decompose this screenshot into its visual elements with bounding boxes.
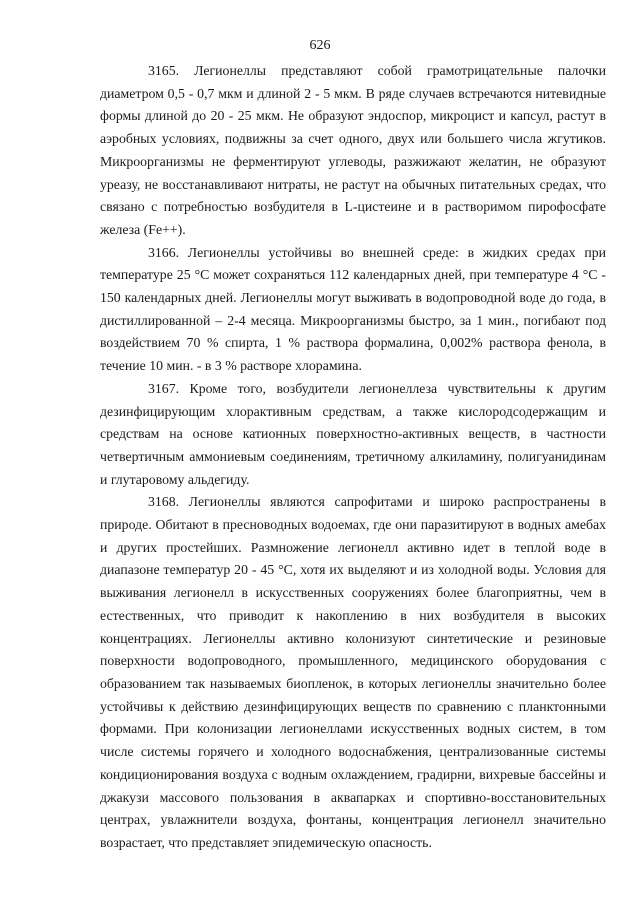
paragraph-3165: 3165. Легионеллы представляют собой грамотрицательные палочки диаметром 0,5 - 0,7 мкм и длиной 2 - 5 мкм. В ряде случаев встречаются нитевидные формы длиной до 20 - 25 мкм. Не образуют эндоспор, микроцист и капсул, растут в аэробных условиях, подвижны за счет одного, двух или большего числа жгутиков. Микроорганизмы не ферментируют углеводы, разжижают желатин, не образуют уреазу, не восстанавливают нитраты, не растут на обычных питательных средах, что связано с потребностью возбудителя в L-цистеине и в растворимом пирофосфате железа (Fe++). (100, 63, 606, 237)
body-text (100, 60, 606, 855)
paragraph-3167: 3167. Кроме того, возбудители легионеллеза чувствительны к другим дезинфицирующим хлорактивным средствам, а также кислородсодержащим и средствам на основе катионных поверхностно-активных веществ, в частности четвертичным аммониевым соединениям, третичному алкиламину, полигуанидинам и глутаровому альдегиду. (100, 380, 606, 487)
paragraph-3168: 3168. Легионеллы являются сапрофитами и широко распространены в природе. Обитают в пресноводных водоемах, где они паразитируют в водных амебах и других простейших. Размножение легионелл активно идет в теплой воде в диапазоне температур 20 - 45 °С, хотя их выделяют и из холодной воды. Условия для выживания легионелл в искусственных сооружениях более благоприятны, чем в естественных, что приводит к накоплению в них возбудителя в высоких концентрациях. Легионеллы активно колонизуют синтетические и резиновые поверхности водопроводного, промышленного, медицинского оборудования с образованием так называемых биопленок, в которых легионеллы значительно более устойчивы к действию дезинфицирующих веществ по сравнению с планктонными формами. При колонизации легионеллами искусственных водных систем, в том числе системы горячего и холодного водоснабжения, централизованные системы кондиционирования воздуха с водным охлаждением, градирни, вихревые бассейны и джакузи массового пользования в аквапарках и спортивно-восстановительных центрах, увлажнители воздуха, фонтаны, концентрация легионелл значительно возрастает, что представляет эпидемическую опасность. (100, 494, 606, 850)
paragraph-3166: 3166. Легионеллы устойчивы во внешней среде: в жидких средах при температуре 25 °С может сохраняться 112 календарных дней, при температуре 4 °С - 150 календарных дней. Легионеллы могут выживать в водопроводной воде до года, в дистиллированной – 2-4 месяца. Микроорганизмы быстро, за 1 мин., погибают под воздействием 70 % спирта, 1 % раствора формалина, 0,002% раствора фенола, в течение 10 мин. - в 3 % растворе хлорамина. (100, 244, 606, 374)
page-number: 626 (309, 38, 331, 53)
